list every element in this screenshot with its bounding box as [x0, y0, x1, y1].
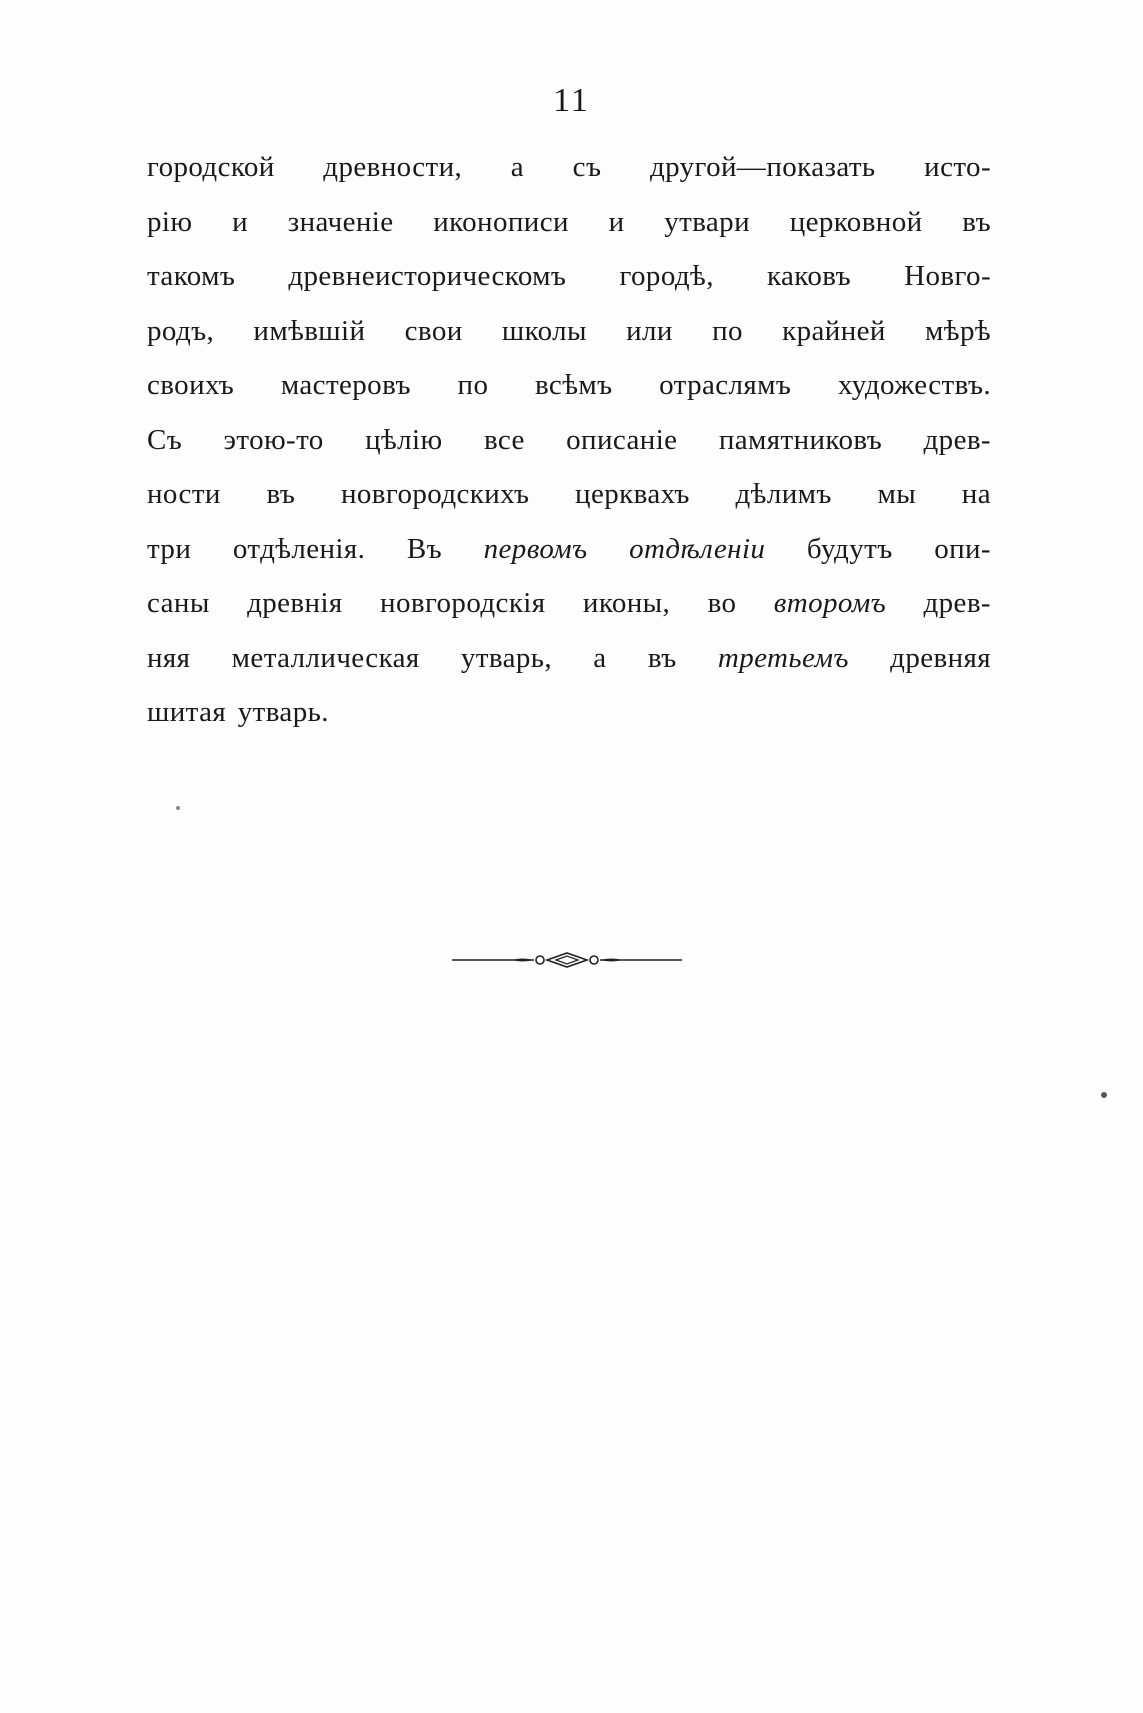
text-segment: рію и значеніе иконописи и утвари церковной въ [147, 205, 991, 238]
page-number: 11 [553, 82, 590, 119]
paper-speck [176, 806, 180, 810]
text-line [147, 467, 991, 522]
ornamental-divider-icon [452, 948, 682, 972]
text-line [147, 140, 991, 195]
text-segment: такомъ древнеисторическомъ городѣ, каковъ Новго- [147, 260, 991, 292]
text-segment: няя металлическая утварь, а въ [147, 641, 718, 674]
text-line [147, 631, 991, 686]
text-segment: родъ, имѣвшій свои школы или по крайней мѣрѣ [147, 314, 991, 347]
text-segment: своихъ мастеровъ по всѣмъ отраслямъ художествъ. [147, 369, 991, 401]
italic-text-segment: первомъ отдѣленіи [483, 532, 766, 565]
text-line [147, 685, 991, 740]
text-segment: шитая утварь. [147, 696, 329, 728]
text-segment: саны древнія новгородскія иконы, во [147, 587, 774, 619]
text-line [147, 304, 991, 359]
text-segment: городской древности, а съ другой—показать исто- [147, 151, 991, 183]
body-text [147, 140, 991, 740]
italic-text-segment: второмъ [773, 587, 887, 619]
text-line [147, 413, 991, 468]
paper-speck [1101, 1092, 1107, 1098]
text-segment: Съ этою-то цѣлію все описаніе памятниковъ древ- [147, 423, 991, 456]
text-segment: три отдѣленія. Въ [147, 532, 484, 565]
text-segment: древ- [886, 587, 991, 619]
text-line [147, 249, 991, 304]
text-line [147, 576, 991, 631]
text-line [147, 358, 991, 413]
text-segment: древняя [848, 641, 991, 674]
text-segment: будутъ опи- [765, 532, 991, 565]
text-line [147, 195, 991, 250]
text-segment: ности въ новгородскихъ церквахъ дѣлимъ мы на [147, 478, 991, 510]
italic-text-segment: третьемъ [717, 641, 849, 674]
text-line [147, 522, 991, 577]
